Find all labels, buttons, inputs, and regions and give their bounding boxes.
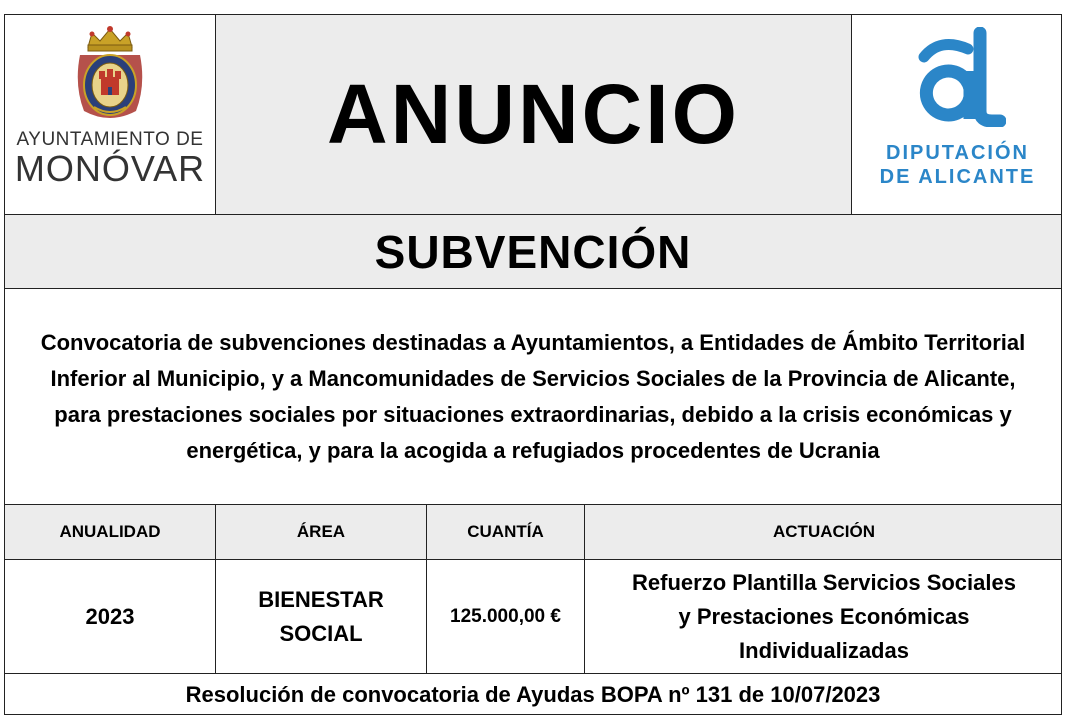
- table-row: [5, 560, 1061, 674]
- subtitle-row: [5, 215, 1061, 289]
- diputacion-logo-icon: [910, 27, 1006, 127]
- header-amount: CUANTÍA: [427, 505, 585, 559]
- header-row: [5, 15, 1061, 215]
- provincial-logo-cell: [852, 15, 1063, 214]
- notice-title-cell: [216, 15, 852, 214]
- notice-title: ANUNCIO: [327, 67, 740, 161]
- table-header-row: [5, 505, 1061, 560]
- municipality-logo-cell: [5, 15, 216, 214]
- notice-sheet: [4, 14, 1062, 715]
- cell-amount: 125.000,00 €: [427, 560, 585, 673]
- provincial-name-line1: DIPUTACIÓN: [886, 142, 1029, 164]
- header-area: ÁREA: [216, 505, 427, 559]
- subtitle: SUBVENCIÓN: [374, 225, 692, 278]
- header-action: ACTUACIÓN: [773, 522, 875, 541]
- footer-row: [5, 674, 1061, 716]
- cell-area: BIENESTAR SOCIAL: [216, 560, 427, 673]
- cell-year: 2023: [5, 560, 216, 673]
- municipality-coat-of-arms-icon: [70, 25, 150, 125]
- municipality-name-line2: MONÓVAR: [14, 148, 206, 189]
- provincial-name-line2: DE ALICANTE: [879, 166, 1036, 188]
- footer-resolution: Resolución de convocatoria de Ayudas BOPA nº 131 de 10/07/2023: [185, 682, 881, 707]
- header-year: ANUALIDAD: [5, 505, 216, 559]
- cell-action: Refuerzo Plantilla Servicios Sociales y Prestaciones Económicas Individualizadas: [632, 569, 1016, 663]
- municipality-name-line1: AYUNTAMIENTO DE: [16, 129, 204, 150]
- description-row: [5, 289, 1061, 505]
- description-text: Convocatoria de subvenciones destinadas a Ayuntamientos, a Entidades de Ámbito Territorial Inferior al Municipio, y a Mancomunidades de Servicios Sociales de la Provincia de Alicante, para prestaciones sociales por situaciones extraordinarias, debido a la crisis económicas y energética, y para la acogida a refugiados procedentes de Ucrania: [40, 329, 1026, 463]
